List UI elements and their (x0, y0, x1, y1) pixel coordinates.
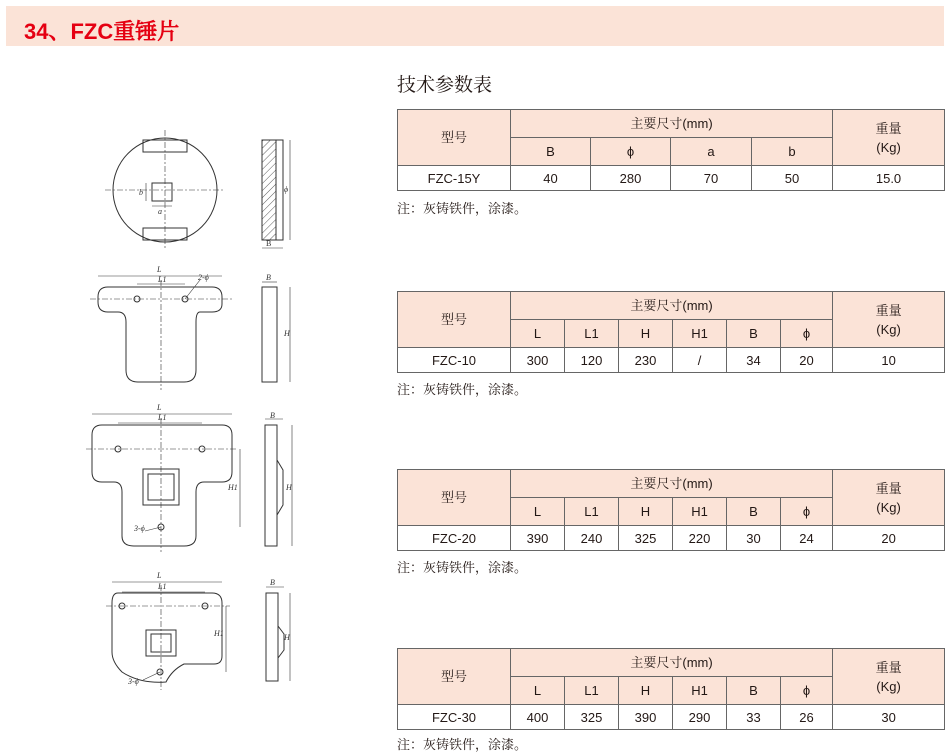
model-cell: FZC-10 (398, 348, 511, 373)
value-cell: 300 (511, 348, 565, 373)
value-cell: 230 (619, 348, 673, 373)
table-row (398, 348, 945, 373)
dim-label-H1: H1 (214, 629, 224, 638)
param-header: L1 (565, 677, 619, 705)
param-header: L1 (565, 320, 619, 348)
dim-label-B: B (266, 273, 271, 282)
header-model: 型号 (398, 649, 511, 705)
header-weight: 重量 (Kg) (833, 292, 945, 348)
header-main-dims: 主要尺寸(mm) (511, 110, 833, 138)
model-cell: FZC-15Y (398, 166, 511, 191)
note-fzc-15y: 注：灰铸铁件，涂漆。 (397, 201, 528, 216)
value-cell: 220 (673, 526, 727, 551)
value-cell: / (673, 348, 727, 373)
spec-table-fzc-10 (397, 291, 945, 373)
value-cell: 240 (565, 526, 619, 551)
param-header: ϕ (781, 320, 833, 348)
value-cell: 70 (671, 166, 752, 191)
drawing-fzc-20 (86, 414, 292, 552)
value-cell: 400 (511, 705, 565, 730)
dim-label-a: a (158, 207, 162, 216)
dim-label-phi: ϕ (284, 185, 289, 194)
header-weight: 重量 (Kg) (833, 470, 945, 526)
dim-label-holes: 3-ϕ (128, 677, 139, 686)
model-cell: FZC-20 (398, 526, 511, 551)
dim-label-H: H (284, 329, 290, 338)
param-header: L (511, 498, 565, 526)
dim-label-holes: 3-ϕ (134, 524, 145, 533)
value-cell: 26 (781, 705, 833, 730)
weight-cell: 15.0 (833, 166, 945, 191)
spec-table-fzc-15y (397, 109, 945, 191)
param-header: H (619, 677, 673, 705)
param-header: B (727, 498, 781, 526)
param-header: b (752, 138, 833, 166)
drawing-fzc-10 (90, 276, 290, 390)
param-header: H1 (673, 498, 727, 526)
param-header: L1 (565, 498, 619, 526)
dim-label-L1: L1 (158, 582, 167, 591)
dim-label-L1: L1 (158, 413, 167, 422)
param-header: ϕ (781, 677, 833, 705)
weight-cell: 20 (833, 526, 945, 551)
value-cell: 20 (781, 348, 833, 373)
value-cell: 120 (565, 348, 619, 373)
value-cell: 325 (619, 526, 673, 551)
param-header: B (727, 677, 781, 705)
value-cell: 24 (781, 526, 833, 551)
value-cell: 33 (727, 705, 781, 730)
dim-label-B: B (270, 411, 275, 420)
weight-cell: 30 (833, 705, 945, 730)
header-model: 型号 (398, 470, 511, 526)
dim-label-H: H (286, 483, 292, 492)
header-weight: 重量 (Kg) (833, 110, 945, 166)
dim-label-L: L (157, 265, 162, 274)
model-cell: FZC-30 (398, 705, 511, 730)
dim-label-b: b (139, 188, 143, 197)
page-title: 34、FZC重锤片 (24, 19, 180, 44)
param-header: H1 (673, 677, 727, 705)
drawing-fzc-15y (105, 130, 290, 250)
note-fzc-30: 注：灰铸铁件，涂漆。 (397, 737, 528, 752)
dim-label-H1: H1 (228, 483, 238, 492)
dim-label-B: B (270, 578, 275, 587)
param-header: B (511, 138, 591, 166)
param-header: ϕ (781, 498, 833, 526)
param-header: H (619, 498, 673, 526)
value-cell: 30 (727, 526, 781, 551)
weight-cell: 10 (833, 348, 945, 373)
header-model: 型号 (398, 110, 511, 166)
param-header: ϕ (591, 138, 671, 166)
param-header: L (511, 677, 565, 705)
param-header: B (727, 320, 781, 348)
table-row (398, 166, 945, 191)
table-row (398, 705, 945, 730)
dim-label-holes: 2-ϕ (198, 273, 209, 282)
value-cell: 390 (511, 526, 565, 551)
drawing-fzc-30 (106, 582, 290, 690)
technical-drawings (0, 0, 380, 755)
value-cell: 390 (619, 705, 673, 730)
table-row (398, 526, 945, 551)
note-fzc-20: 注：灰铸铁件，涂漆。 (397, 560, 528, 575)
param-header: H1 (673, 320, 727, 348)
value-cell: 40 (511, 166, 591, 191)
spec-table-fzc-20 (397, 469, 945, 551)
header-main-dims: 主要尺寸(mm) (511, 292, 833, 320)
value-cell: 290 (673, 705, 727, 730)
value-cell: 34 (727, 348, 781, 373)
section-title: 技术参数表 (397, 75, 493, 96)
header-main-dims: 主要尺寸(mm) (511, 649, 833, 677)
value-cell: 280 (591, 166, 671, 191)
value-cell: 50 (752, 166, 833, 191)
dim-label-L1: L1 (158, 275, 167, 284)
header-main-dims: 主要尺寸(mm) (511, 470, 833, 498)
header-weight: 重量 (Kg) (833, 649, 945, 705)
dim-label-L: L (157, 403, 162, 412)
dim-label-H: H (284, 633, 290, 642)
header-model: 型号 (398, 292, 511, 348)
dim-label-B: B (266, 239, 272, 248)
dim-label-L: L (157, 571, 162, 580)
param-header: L (511, 320, 565, 348)
param-header: H (619, 320, 673, 348)
note-fzc-10: 注：灰铸铁件，涂漆。 (397, 382, 528, 397)
param-header: a (671, 138, 752, 166)
value-cell: 325 (565, 705, 619, 730)
spec-table-fzc-30 (397, 648, 945, 730)
